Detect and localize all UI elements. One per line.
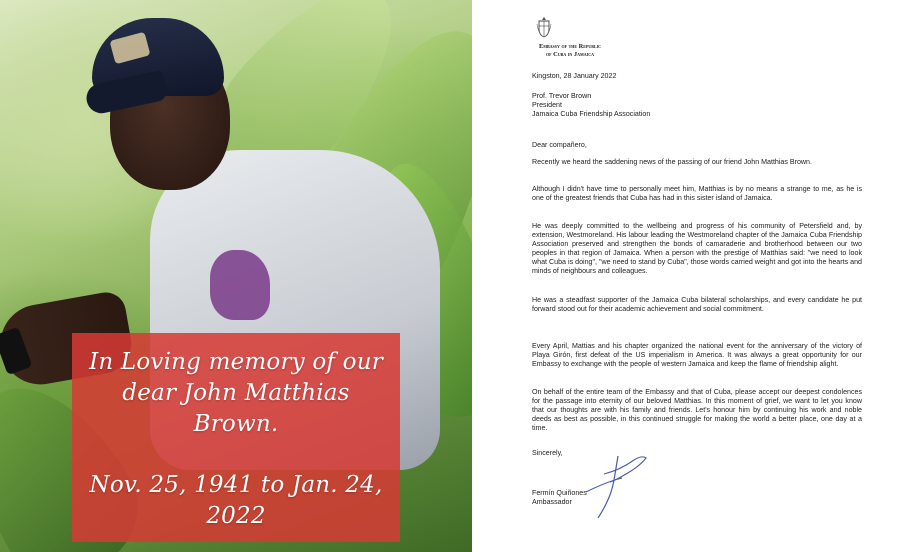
- letter-paragraph: Although I didn't have time to personally meet him, Matthias is by no means a strange to me, as he is one of the greatest friends that Cuba has had in this sister island of Jamaica.: [532, 185, 862, 202]
- memorial-date-line: 2022: [206, 503, 266, 529]
- addressee-line: President: [532, 101, 562, 109]
- shirt-print: [210, 250, 270, 320]
- letter-greeting: Dear compañero,: [532, 141, 587, 149]
- letterhead-line: of Cuba in Jamaica: [546, 51, 594, 58]
- memorial-title-line: dear John Matthias: [122, 380, 350, 406]
- signatory-title: Ambassador: [532, 498, 572, 506]
- letter-paragraph: Recently we heard the saddening news of the passing of our friend John Matthias Brown.: [532, 158, 812, 166]
- letterhead-line: Embassy of the Republic: [538, 43, 602, 50]
- divider: [472, 0, 480, 552]
- addressee-line: Jamaica Cuba Friendship Association: [532, 110, 651, 118]
- signature: [576, 452, 656, 522]
- embassy-letterhead: [510, 43, 630, 59]
- addressee-line: Prof. Trevor Brown: [532, 92, 592, 100]
- memorial-caption: [72, 333, 400, 542]
- signatory-name: Fermín Quiñones: [532, 489, 587, 497]
- coat-of-arms-icon: [536, 16, 552, 38]
- letter-paragraph: He was deeply committed to the wellbeing and progress of his community of Petersfield and, by extension, Westmoreland. His labour leading the Westmoreland chapter of the Jamaica Cuba Friendship Association preserved and strengthen the bonds of camaraderie and brotherhood between our two peoples in that region of Jamaica. When a person with the prestige of Matthias said: "we need to look what Cuba is doing", "we need to stand by Cuba", those words carried weight and got into the hearts and minds of neighbours and colleagues.: [532, 222, 862, 275]
- memorial-title: [72, 347, 400, 440]
- letter-date: Kingston, 28 January 2022: [532, 72, 617, 80]
- letter-paragraph: Every April, Mattias and his chapter organized the national event for the anniversary of the victory of Playa Girón, first defeat of the US imperialism in America. It was always a great opportunity for our Embassy to exchange with the people of western Jamaica and keep the flame of friendship alight.: [532, 342, 862, 368]
- memorial-date-line: Nov. 25, 1941 to Jan. 24,: [89, 472, 383, 498]
- condolence-letter: [480, 0, 900, 552]
- memorial-dates: [72, 470, 400, 532]
- letter-addressee: [532, 92, 862, 119]
- memorial-title-line: In Loving memory of our: [89, 349, 383, 375]
- letter-paragraph: On behalf of the entire team of the Embassy and that of Cuba, please accept our deepest condolences for the passage into eternity of our beloved Matthias. In this moment of grief, we want to let you know that our thoughts are with his family and friends. Let's honour him by continuing his work and noble deeds as best as possible, in this continued struggle for making the world a better place, one day at a time.: [532, 388, 862, 432]
- letter-closing: Sincerely,: [532, 449, 563, 457]
- memorial-title-line: Brown.: [193, 411, 279, 437]
- letter-paragraph: He was a steadfast supporter of the Jamaica Cuba bilateral scholarships, and every candidate he put forward stood out for their academic achievement and social commitment.: [532, 296, 862, 313]
- signatory: [532, 489, 862, 507]
